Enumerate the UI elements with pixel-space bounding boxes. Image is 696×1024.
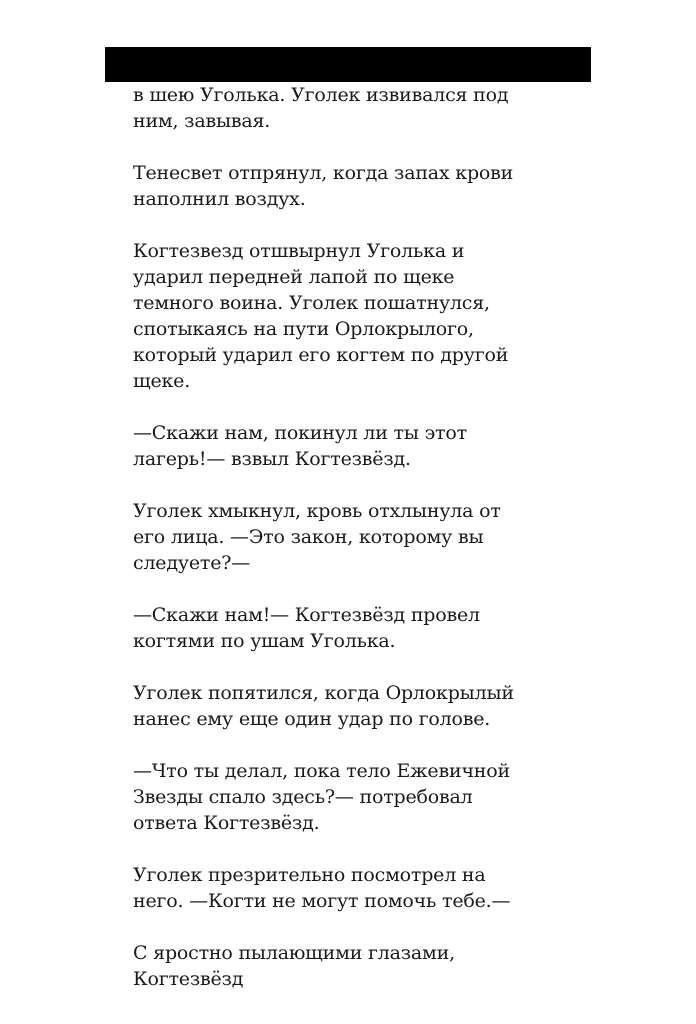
paragraph	[133, 602, 553, 654]
text-line: спотыкаясь на пути Орлокрылого,	[133, 318, 474, 340]
text-line: щеке.	[133, 370, 191, 392]
text-line: него. —Когти не могут помочь тебе.—	[133, 890, 511, 912]
text-line: нанес ему еще один удар по голове.	[133, 708, 491, 730]
text-line: темного воина. Уголек пошатнулся,	[133, 292, 490, 314]
paragraph	[133, 862, 553, 914]
paragraph	[133, 758, 553, 836]
text-line: его лица. —Это закон, которому вы	[133, 526, 484, 548]
paragraph	[133, 940, 553, 992]
text-line: в шею Уголька. Уголек извивался под	[133, 84, 509, 106]
text-line: —Что ты делал, пока тело Ежевичной	[133, 760, 510, 782]
text-line: Уголек хмыкнул, кровь отхлынула от	[133, 500, 501, 522]
text-line: С яростно пылающими глазами,	[133, 942, 455, 964]
text-line: лагерь!— взвыл Когтезвёзд.	[133, 448, 411, 470]
text-line: ударил передней лапой по щеке	[133, 266, 455, 288]
paragraph	[133, 82, 553, 134]
text-line: Когтезвёзд	[133, 968, 244, 990]
paragraph	[133, 498, 553, 576]
text-line: Тенесвет отпрянул, когда запах крови	[133, 162, 514, 184]
paragraph	[133, 680, 553, 732]
text-line: Уголек попятился, когда Орлокрылый	[133, 682, 514, 704]
text-line: ответа Когтезвёзд.	[133, 812, 320, 834]
redaction-bar	[105, 47, 591, 82]
paragraph	[133, 160, 553, 212]
paragraph	[133, 420, 553, 472]
text-line: —Скажи нам, покинул ли ты этот	[133, 422, 467, 444]
text-line: когтями по ушам Уголька.	[133, 630, 396, 652]
text-line: Звезды спало здесь?— потребовал	[133, 786, 473, 808]
text-line: Когтезвезд отшвырнул Уголька и	[133, 240, 465, 262]
text-line: наполнил воздух.	[133, 188, 306, 210]
text-line: —Скажи нам!— Когтезвёзд провел	[133, 604, 480, 626]
text-line: следуете?—	[133, 552, 251, 574]
text-line: который ударил его когтем по другой	[133, 344, 509, 366]
text-line: Уголек презрительно посмотрел на	[133, 864, 486, 886]
paragraph	[133, 238, 553, 394]
text-line: ним, завывая.	[133, 110, 271, 132]
book-page-text	[133, 82, 553, 990]
